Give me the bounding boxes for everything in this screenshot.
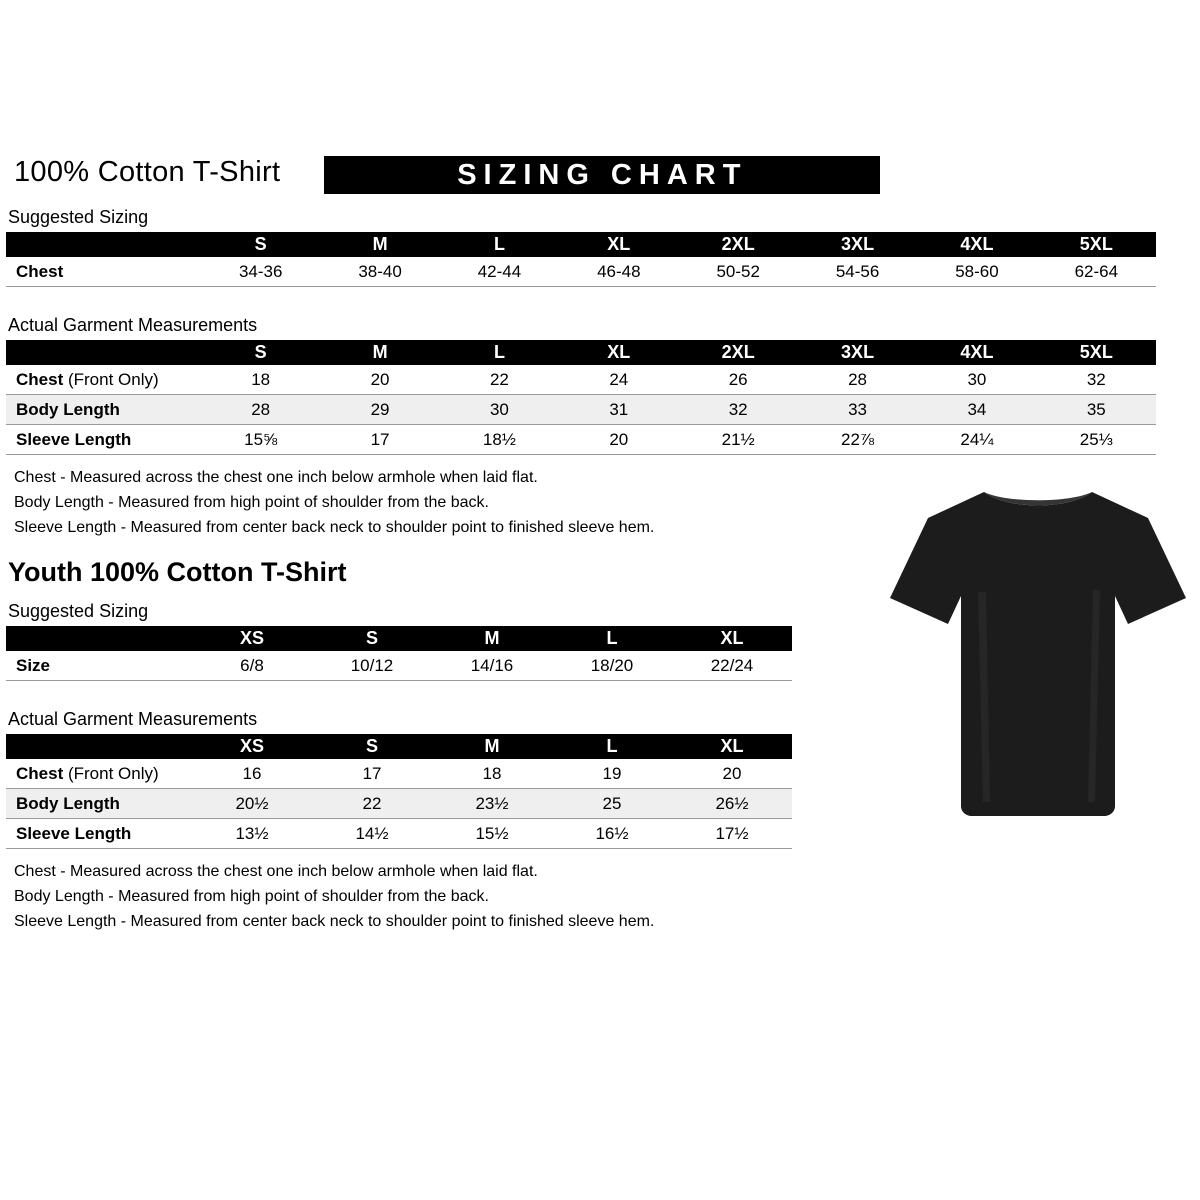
size-header-cell: M (320, 232, 439, 257)
measurement-cell: 31 (609, 399, 629, 419)
measurement-cell: 21½ (721, 429, 755, 449)
youth-notes (6, 863, 1166, 931)
note-line: Body Length - Measured from high point of shoulder from the back. (14, 494, 489, 511)
note-line: Chest - Measured across the chest one inch below armhole when laid flat. (14, 469, 538, 486)
size-header-cell: L (552, 626, 672, 651)
row-label: Chest (16, 763, 64, 783)
measurement-cell: 18/20 (590, 655, 634, 675)
row-label-cell: Body Length (16, 793, 120, 813)
measurement-cell: 16½ (595, 823, 629, 843)
corner-cell (6, 232, 201, 257)
measurement-cell: 32 (728, 399, 748, 419)
measurement-cell: 30 (967, 369, 987, 389)
row-label-cell: Sleeve Length (16, 823, 132, 843)
row-label-cell: Size (16, 655, 51, 675)
measurement-cell: 42-44 (477, 261, 522, 281)
table-row (6, 257, 1156, 287)
youth-actual-table (6, 734, 792, 849)
table-row (6, 789, 792, 819)
measurement-cell: 20 (370, 369, 390, 389)
measurement-cell: 24¼ (960, 429, 994, 449)
row-label-cell: Chest (16, 261, 64, 281)
adult-actual-label: Actual Garment Measurements (8, 315, 258, 335)
tshirt-graphic (888, 472, 1188, 832)
measurement-cell: 6/8 (240, 655, 264, 675)
corner-cell (6, 626, 192, 651)
row-label-cell: Body Length (16, 399, 120, 419)
table-row (6, 365, 1156, 395)
table-row (6, 819, 792, 849)
measurement-cell: 19 (602, 763, 622, 783)
size-header-cell: 4XL (917, 340, 1036, 365)
row-label-cell (6, 365, 201, 395)
measurement-cell: 35 (1086, 399, 1106, 419)
measurement-cell: 17½ (715, 823, 749, 843)
adult-suggested-label: Suggested Sizing (8, 207, 149, 227)
row-label-cell: Sleeve Length (16, 429, 132, 449)
size-header-cell: S (201, 232, 320, 257)
measurement-cell: 54-56 (835, 261, 880, 281)
page-title: 100% Cotton T-Shirt (14, 156, 281, 188)
size-header-cell: 4XL (917, 232, 1036, 257)
table-row (6, 425, 1156, 455)
size-header-cell: L (440, 232, 559, 257)
youth-actual-label: Actual Garment Measurements (8, 709, 258, 729)
measurement-cell: 22 (362, 793, 382, 813)
measurement-cell: 30 (489, 399, 509, 419)
measurement-cell: 16 (242, 763, 262, 783)
table-row (6, 395, 1156, 425)
measurement-cell: 58-60 (955, 261, 999, 281)
size-header-cell: XL (559, 232, 678, 257)
measurement-cell: 17 (362, 763, 382, 783)
youth-title: Youth 100% Cotton T-Shirt (8, 557, 347, 587)
size-header-cell: M (432, 626, 552, 651)
measurement-cell: 50-52 (716, 261, 760, 281)
measurement-cell: 20½ (235, 793, 269, 813)
row-label-suffix: (Front Only) (63, 369, 159, 389)
measurement-cell: 26½ (715, 793, 749, 813)
youth-suggested-label: Suggested Sizing (8, 601, 149, 621)
note-line: Sleeve Length - Measured from center back neck to shoulder point to finished sleeve hem. (14, 519, 655, 536)
size-header-cell: M (320, 340, 439, 365)
measurement-cell: 25⅓ (1079, 429, 1113, 449)
adult-suggested-table (6, 232, 1156, 287)
size-header-cell: XL (559, 340, 678, 365)
measurement-cell: 23½ (475, 793, 509, 813)
measurement-cell: 22/24 (710, 655, 754, 675)
measurement-cell: 18 (482, 763, 502, 783)
size-header-cell: 3XL (798, 232, 917, 257)
measurement-cell: 14/16 (470, 655, 514, 675)
table-row (6, 759, 792, 789)
size-header-cell: XL (672, 626, 792, 651)
adult-actual-table (6, 340, 1156, 455)
size-header-cell: S (312, 734, 432, 759)
measurement-cell: 29 (370, 399, 390, 419)
measurement-cell: 62-64 (1074, 261, 1119, 281)
note-line: Chest - Measured across the chest one inch below armhole when laid flat. (14, 863, 538, 880)
header-row (6, 156, 1166, 194)
measurement-cell: 13½ (235, 823, 269, 843)
measurement-cell: 20 (722, 763, 742, 783)
measurement-cell: 14½ (355, 823, 389, 843)
measurement-cell: 24 (609, 369, 629, 389)
measurement-cell: 18½ (482, 429, 516, 449)
row-label-suffix: (Front Only) (63, 763, 159, 783)
measurement-cell: 34 (967, 399, 987, 419)
measurement-cell: 38-40 (358, 261, 402, 281)
size-header-cell: 3XL (798, 340, 917, 365)
measurement-cell: 17 (370, 429, 390, 449)
measurement-cell: 32 (1086, 369, 1106, 389)
measurement-cell: 33 (848, 399, 868, 419)
size-header-cell: 5XL (1037, 340, 1156, 365)
table-row (6, 651, 792, 681)
size-header-cell: 5XL (1037, 232, 1156, 257)
size-header-cell: 2XL (679, 340, 798, 365)
tshirt-body (890, 492, 1186, 816)
measurement-cell: 25 (602, 793, 622, 813)
note-line: Body Length - Measured from high point of shoulder from the back. (14, 888, 489, 905)
measurement-cell: 15½ (475, 823, 509, 843)
size-header-cell: S (201, 340, 320, 365)
size-header-cell: S (312, 626, 432, 651)
size-header-cell: XL (672, 734, 792, 759)
note-line: Sleeve Length - Measured from center back neck to shoulder point to finished sleeve hem. (14, 913, 655, 930)
measurement-cell: 22⅞ (841, 429, 875, 449)
measurement-cell: 34-36 (238, 261, 283, 281)
measurement-cell: 28 (848, 369, 868, 389)
measurement-cell: 22 (489, 369, 509, 389)
corner-cell (6, 734, 192, 759)
table-header-row (6, 340, 1156, 365)
size-header-cell: 2XL (679, 232, 798, 257)
row-label: Chest (16, 369, 64, 389)
measurement-cell: 28 (251, 399, 271, 419)
size-header-cell: XS (192, 734, 312, 759)
sizing-chart-banner: SIZING CHART (324, 156, 880, 194)
measurement-cell: 15⅝ (244, 429, 278, 449)
measurement-cell: 10/12 (350, 655, 394, 675)
measurement-cell: 46-48 (597, 261, 641, 281)
size-header-cell: XS (192, 626, 312, 651)
measurement-cell: 18 (251, 369, 271, 389)
corner-cell (6, 340, 201, 365)
row-label-cell (6, 759, 192, 789)
table-header-row (6, 626, 792, 651)
youth-suggested-table (6, 626, 792, 681)
size-header-cell: M (432, 734, 552, 759)
measurement-cell: 26 (728, 369, 748, 389)
size-header-cell: L (440, 340, 559, 365)
table-header-row (6, 232, 1156, 257)
measurement-cell: 20 (609, 429, 629, 449)
size-header-cell: L (552, 734, 672, 759)
table-header-row (6, 734, 792, 759)
